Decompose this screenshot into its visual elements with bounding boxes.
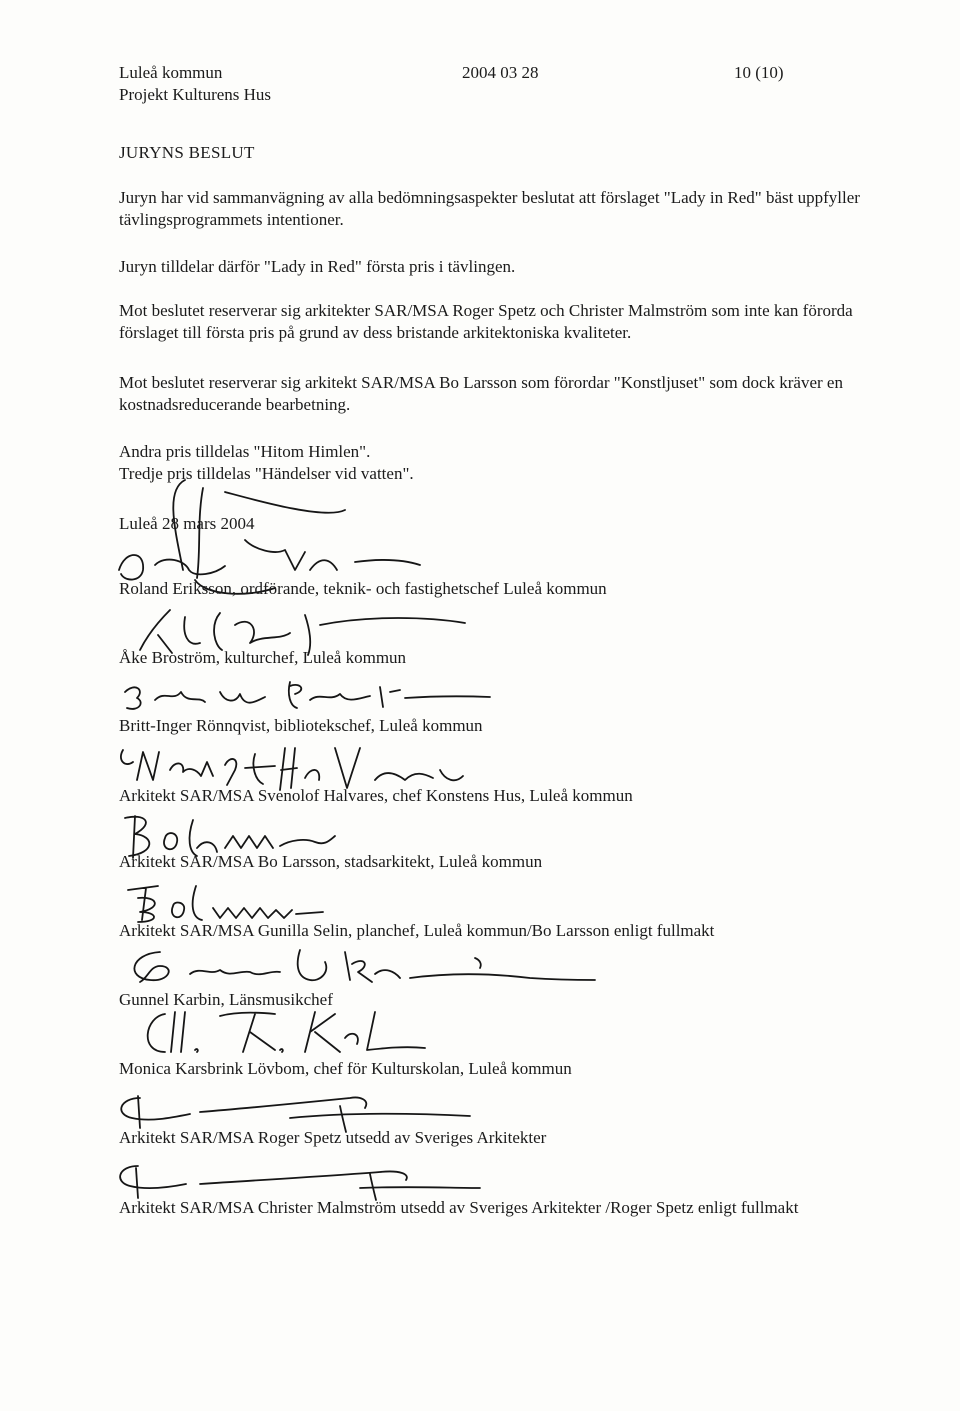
third-prize-line: Tredje pris tilldelas "Händelser vid vatten". [119, 464, 414, 483]
signatory-6: Arkitekt SAR/MSA Gunilla Selin, planchef, Luleå kommun/Bo Larsson enligt fullmakt [119, 921, 715, 940]
reservation-paragraph-1: Mot beslutet reserverar sig arkitekter SAR/MSA Roger Spetz och Christer Malmström som inte kan förorda förslaget till första pris på grund av dess bristande arkitektoniska kvaliteter. [119, 301, 853, 342]
place-date: Luleå 28 mars 2004 [119, 514, 255, 533]
signatory-5: Arkitekt SAR/MSA Bo Larsson, stadsarkitekt, Luleå kommun [119, 852, 543, 871]
header-date: 2004 03 28 [462, 63, 539, 82]
signatory-10: Arkitekt SAR/MSA Christer Malmström utsedd av Sveriges Arkitekter /Roger Spetz enligt fullmakt [119, 1198, 799, 1217]
signatory-3: Britt-Inger Rönnqvist, bibliotekschef, Luleå kommun [119, 716, 483, 735]
signature-gunilla-selin [118, 878, 378, 923]
signature-gunnel-karbin [120, 942, 600, 992]
second-prize-line: Andra pris tilldelas "Hitom Himlen". [119, 442, 371, 461]
header-org: Luleå kommun [119, 63, 223, 82]
first-prize-paragraph: Juryn tilldelar därför "Lady in Red" första pris i tävlingen. [119, 257, 516, 276]
signatory-2: Åke Broström, kulturchef, Luleå kommun [119, 648, 407, 667]
signature-britt-inger-ronnqvist [115, 672, 495, 717]
reservation-paragraph-2: Mot beslutet reserverar sig arkitekt SAR/MSA Bo Larsson som förordar "Konstljuset" som dock kräver en kostnadsreducerande bearbetning. [119, 373, 843, 414]
decision-paragraph: Juryn har vid sammanvägning av alla bedömningsaspekter beslutat att förslaget "Lady in Red" bäst uppfyller tävlingsprogrammets intentioner. [119, 188, 860, 229]
page-title: JURYNS BESLUT [119, 143, 255, 162]
header-page-number: 10 (10) [734, 63, 784, 82]
signatory-4: Arkitekt SAR/MSA Svenolof Halvares, chef Konstens Hus, Luleå kommun [119, 786, 633, 805]
signatory-7: Gunnel Karbin, Länsmusikchef [119, 990, 333, 1009]
signatory-8: Monica Karsbrink Lövbom, chef för Kulturskolan, Luleå kommun [119, 1059, 572, 1078]
signatory-9: Arkitekt SAR/MSA Roger Spetz utsedd av Sveriges Arkitekter [119, 1128, 547, 1147]
signature-monica-karsbrink-lovbom [125, 1002, 445, 1062]
header-project: Projekt Kulturens Hus [119, 85, 272, 104]
signatory-1: Roland Eriksson, ordförande, teknik- och fastighetschef Luleå kommun [119, 579, 607, 598]
